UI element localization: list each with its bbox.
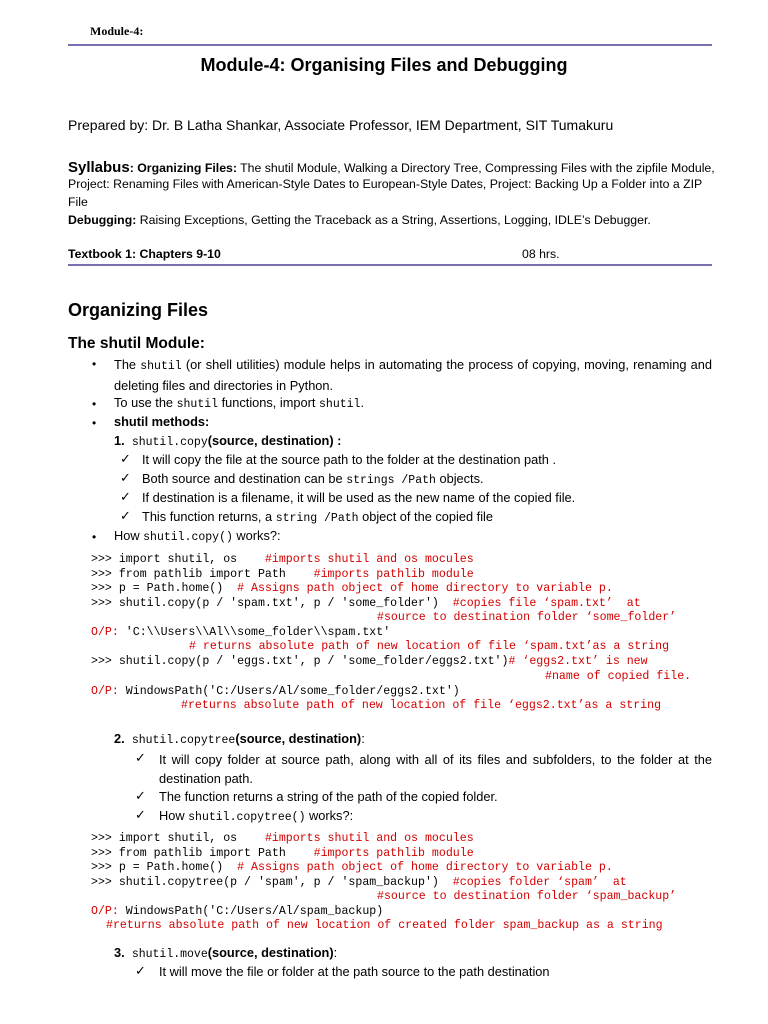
check-icon: ✓ (135, 807, 146, 822)
code-line: >>> from pathlib import Path #imports pathlib module (91, 847, 474, 860)
textbook-label: Textbook 1: Chapters 9-10 (68, 247, 221, 261)
method-move-heading: 3. shutil.move(source, destination): (114, 945, 338, 961)
check-icon: ✓ (120, 508, 131, 523)
check-icon: ✓ (120, 451, 131, 466)
copytree-point-3: How shutil.copytree() works?: (159, 808, 354, 824)
check-icon: ✓ (120, 470, 131, 485)
header-rule (68, 44, 712, 46)
check-icon: ✓ (135, 788, 146, 803)
bullet-import: To use the shutil functions, import shutil. (114, 395, 365, 411)
copy-point-4: This function returns, a string /Path object of the copied file (142, 509, 494, 525)
subsection-heading: The shutil Module: (68, 335, 205, 352)
code-output: O/P: 'C:\\Users\\Al\\some_folder\\spam.txt' (91, 626, 391, 639)
textbook-hours: 08 hrs. (522, 247, 560, 261)
check-icon: ✓ (120, 489, 131, 504)
code-line: >>> shutil.copytree(p / 'spam', p / 'spam_backup') #copies folder ‘spam’ at (91, 876, 627, 889)
copytree-point-2: The function returns a string of the path of the copied folder. (159, 789, 498, 804)
bullet-marker: • (92, 416, 97, 430)
code-line: >>> shutil.copy(p / 'spam.txt', p / 'some_folder') #copies file ‘spam.txt’ at (91, 597, 641, 610)
check-icon: ✓ (135, 963, 146, 978)
organizing-text-3: File (68, 195, 88, 209)
organizing-text-1: The shutil Module, Walking a Directory Tree, Compressing Files with the zipfile Module, (236, 161, 715, 175)
code-comment: #source to destination folder ‘spam_backup’ (377, 890, 677, 903)
copy-point-3: If destination is a filename, it will be used as the new name of the copied file. (142, 490, 576, 505)
textbook-rule (68, 264, 712, 266)
bullet-marker: • (92, 397, 97, 411)
section-heading: Organizing Files (68, 300, 209, 320)
bullet-how-copy: How shutil.copy() works?: (114, 528, 281, 544)
syllabus-label: Syllabus (68, 159, 130, 176)
method-copy-heading: 1. shutil.copy(source, destination) : (114, 433, 342, 449)
organizing-text-2: Project: Renaming Files with American-Style Dates to European-Style Dates, Project: Backing Up a Folder into a ZIP (68, 177, 703, 191)
code-line: >>> p = Path.home() # Assigns path object of home directory to variable p. (91, 582, 613, 595)
move-point-1: It will move the file or folder at the path source to the path destination (159, 964, 550, 979)
code-line: >>> shutil.copy(p / 'eggs.txt', p / 'some_folder/eggs2.txt')# ‘eggs2.txt’ is new (91, 655, 648, 668)
bullet-marker: • (92, 357, 97, 371)
bullet-marker: • (92, 530, 97, 544)
syllabus-debugging (68, 213, 651, 227)
page-title: Module-4: Organising Files and Debugging (200, 55, 568, 75)
code-comment: #returns absolute path of new location of file ‘eggs2.txt’as a string (181, 699, 662, 712)
code-comment: #returns absolute path of new location of created folder spam_backup as a string (106, 919, 663, 932)
running-header: Module-4: (90, 24, 144, 38)
code-output: O/P: WindowsPath('C:/Users/Al/spam_backup) (91, 905, 384, 918)
debugging-text: Raising Exceptions, Getting the Traceback as a String, Assertions, Logging, IDLE’s Debugger. (136, 213, 651, 227)
bullet-methods: shutil methods: (114, 414, 210, 429)
code-line: >>> import shutil, os #imports shutil and os mocules (91, 832, 474, 845)
code-comment: #name of copied file. (545, 670, 692, 683)
copy-point-1: It will copy the file at the source path to the folder at the destination path . (142, 452, 557, 467)
method-copytree-heading: 2. shutil.copytree(source, destination): (114, 731, 365, 747)
code-comment: #source to destination folder ‘some_folder’ (377, 611, 677, 624)
organizing-label: : Organizing Files: (129, 161, 237, 175)
code-comment: # returns absolute path of new location of file ‘spam.txt’as a string (189, 640, 670, 653)
bullet-shutil-intro: The shutil (or shell utilities) module helps in automating the process of copying, moving, renaming and deleting files and directories in Python. (114, 357, 712, 393)
code-line: >>> from pathlib import Path #imports pathlib module (91, 568, 474, 581)
check-icon: ✓ (135, 750, 146, 765)
copytree-point-1: It will copy folder at source path, along with all of its files and subfolders, to the folder at the destination path. (159, 752, 712, 786)
code-line: >>> import shutil, os #imports shutil and os mocules (91, 553, 474, 566)
code-line: >>> p = Path.home() # Assigns path object of home directory to variable p. (91, 861, 613, 874)
prepared-by: Prepared by: Dr. B Latha Shankar, Associate Professor, IEM Department, SIT Tumakuru (68, 117, 614, 133)
syllabus-line-1 (68, 159, 715, 176)
copy-point-2: Both source and destination can be strings /Path objects. (142, 471, 484, 487)
debugging-label: Debugging: (68, 213, 137, 227)
code-output: O/P: WindowsPath('C:/Users/Al/some_folder/eggs2.txt') (91, 685, 460, 698)
